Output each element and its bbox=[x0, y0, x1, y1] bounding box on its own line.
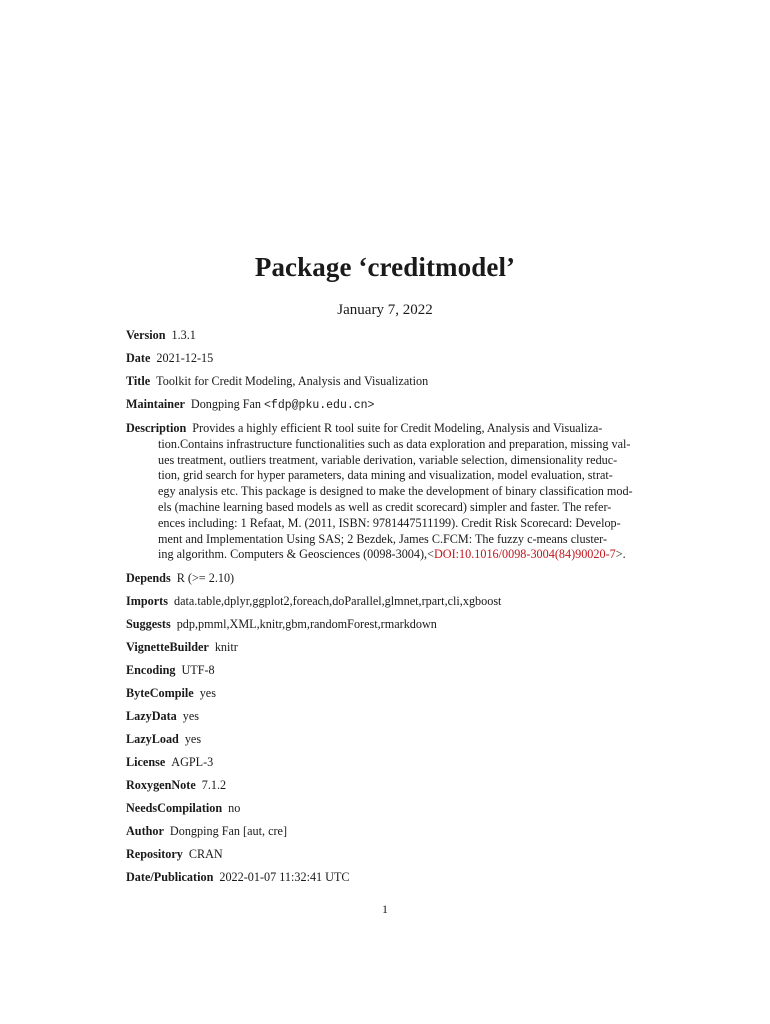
field-needs-compilation bbox=[126, 800, 646, 816]
field-key: RoxygenNote bbox=[126, 778, 196, 793]
field-key: Title bbox=[126, 374, 151, 388]
field-encoding bbox=[126, 662, 646, 678]
description-line-9 bbox=[126, 547, 646, 563]
description-text: >. bbox=[615, 547, 626, 562]
field-value: yes bbox=[199, 686, 216, 701]
field-date bbox=[126, 350, 646, 366]
field-key: Date bbox=[126, 351, 151, 365]
description-line-1 bbox=[126, 421, 646, 437]
field-value: 1.3.1 bbox=[171, 328, 196, 342]
field-value: knitr bbox=[214, 640, 238, 655]
field-key: Version bbox=[126, 328, 166, 342]
description-line-7: ences including: 1 Refaat, M. (2011, ISBN: 9781447511199). Credit Risk Scorecard: Develop- bbox=[158, 515, 621, 530]
field-key: LazyData bbox=[126, 709, 177, 724]
description-text: Provides a highly efficient R tool suite for Credit Modeling, Analysis and Visualiza- bbox=[192, 421, 603, 435]
field-value: 7.1.2 bbox=[201, 778, 227, 793]
field-value: data.table,dplyr,ggplot2,foreach,doParallel,glmnet,rpart,cli,xgboost bbox=[173, 594, 502, 609]
field-key: License bbox=[126, 755, 166, 770]
field-value: no bbox=[228, 801, 241, 816]
field-imports bbox=[126, 593, 646, 609]
field-key: Depends bbox=[126, 571, 171, 586]
field-key: Author bbox=[126, 824, 164, 839]
field-description bbox=[126, 421, 646, 563]
description-line-6: els (machine learning based models as well as credit scorecard) simpler and faster. The refer- bbox=[158, 499, 612, 514]
field-repository bbox=[126, 846, 646, 862]
field-key: Imports bbox=[126, 594, 168, 609]
field-key: Suggests bbox=[126, 617, 171, 632]
description-fields bbox=[126, 327, 646, 892]
field-lazy-load bbox=[126, 731, 646, 747]
field-roxygen-note bbox=[126, 777, 646, 793]
maintainer-email: <fdp@pku.edu.cn> bbox=[264, 399, 375, 412]
field-title bbox=[126, 373, 646, 389]
field-byte-compile bbox=[126, 685, 646, 701]
description-line-5: egy analysis etc. This package is designed to make the development of binary classification mod- bbox=[158, 484, 633, 499]
field-author bbox=[126, 823, 646, 839]
field-value: pdp,pmml,XML,knitr,gbm,randomForest,rmarkdown bbox=[176, 617, 437, 632]
field-suggests bbox=[126, 616, 646, 632]
description-line-8: ment and Implementation Using SAS; 2 Bezdek, James C.FCM: The fuzzy c-means cluster- bbox=[158, 531, 608, 546]
description-line-4: tion, grid search for hyper parameters, data mining and visualization, model evaluation, strat- bbox=[158, 468, 613, 483]
field-license bbox=[126, 754, 646, 770]
field-key: Repository bbox=[126, 847, 183, 862]
field-value: CRAN bbox=[188, 847, 223, 862]
field-lazy-data bbox=[126, 708, 646, 724]
field-value: R (>= 2.10) bbox=[176, 571, 235, 586]
field-vignette-builder bbox=[126, 639, 646, 655]
description-text: ing algorithm. Computers & Geosciences (0098-3004),< bbox=[158, 547, 434, 562]
field-value: yes bbox=[184, 732, 202, 747]
field-value: AGPL-3 bbox=[171, 755, 214, 770]
document-date: January 7, 2022 bbox=[337, 302, 433, 318]
field-depends bbox=[126, 570, 646, 586]
field-key: Encoding bbox=[126, 663, 176, 678]
field-date-publication bbox=[126, 869, 646, 885]
description-line-3: ues treatment, outliers treatment, variable derivation, variable selection, dimensionality reduc- bbox=[158, 452, 618, 467]
field-value: UTF-8 bbox=[181, 663, 215, 678]
description-line-2: tion.Contains infrastructure functionalities such as data exploration and preparation, missing val- bbox=[158, 436, 631, 451]
field-key: NeedsCompilation bbox=[126, 801, 223, 816]
field-maintainer bbox=[126, 396, 646, 414]
field-key: Maintainer bbox=[126, 397, 185, 411]
field-value: Toolkit for Credit Modeling, Analysis and Visualization bbox=[156, 374, 429, 388]
doi-link[interactable]: DOI:10.1016/0098-3004(84)90020-7 bbox=[433, 547, 616, 562]
field-value: yes bbox=[182, 709, 200, 724]
field-version bbox=[126, 327, 646, 343]
field-value: 2021-12-15 bbox=[156, 351, 214, 365]
field-value: 2022-01-07 11:32:41 UTC bbox=[219, 870, 350, 885]
field-key: VignetteBuilder bbox=[126, 640, 209, 655]
field-key: ByteCompile bbox=[126, 686, 194, 701]
field-key: LazyLoad bbox=[126, 732, 179, 747]
field-key: Date/Publication bbox=[126, 870, 214, 885]
field-value: Dongping Fan [aut, cre] bbox=[169, 824, 288, 839]
field-key: Description bbox=[126, 421, 187, 435]
maintainer-name: Dongping Fan bbox=[190, 397, 261, 411]
package-title: Package ‘creditmodel’ bbox=[254, 252, 516, 282]
page-number: 1 bbox=[382, 902, 388, 916]
